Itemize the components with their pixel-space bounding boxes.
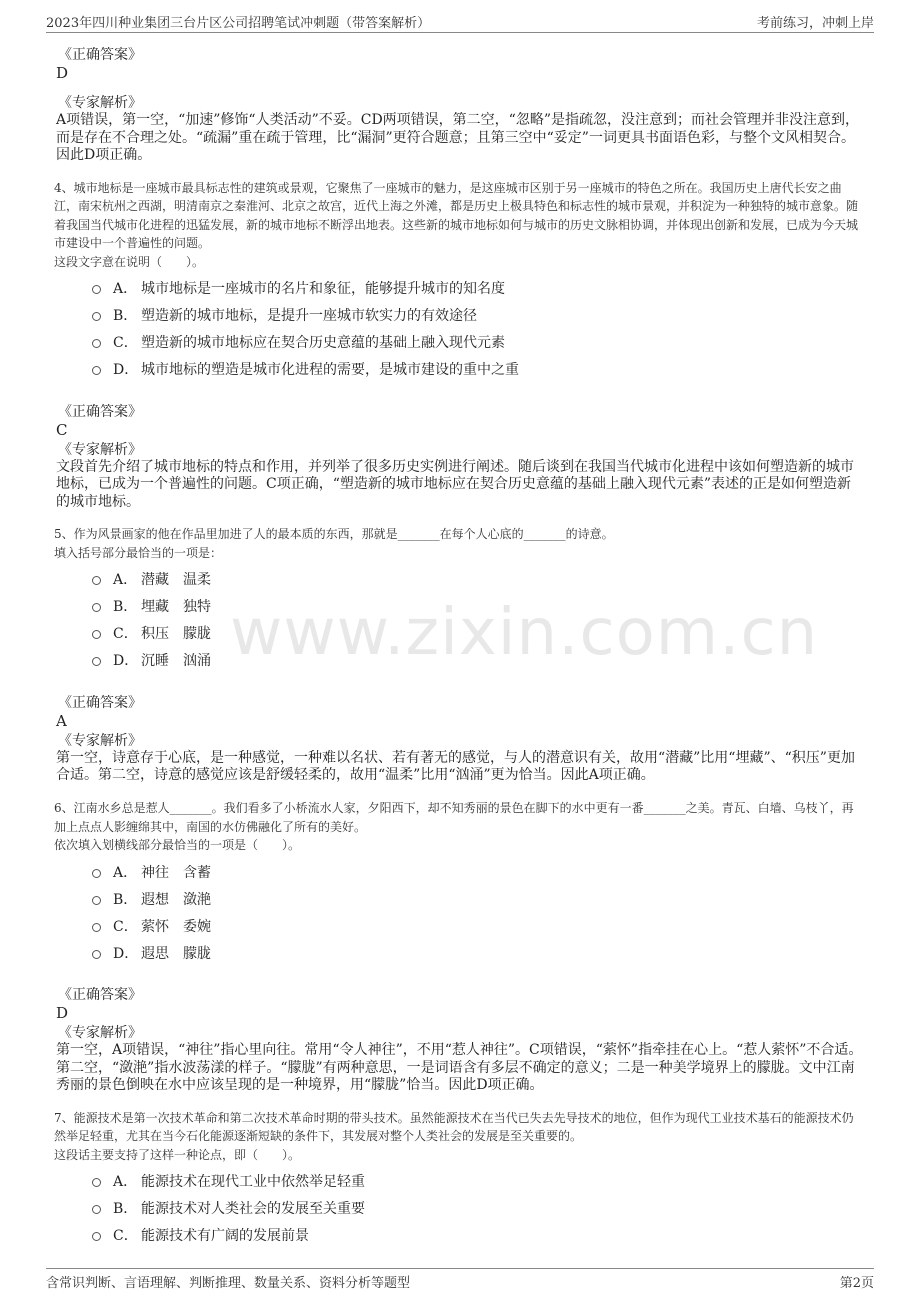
answer-label: 《正确答案》: [58, 694, 142, 711]
analysis-text: 第一空，A项错误，“神往”指心里向往。常用“令人神往”，不用“惹人神往”。C项错误，“萦怀”指牵挂在心上。“惹人萦怀”不合适。第二空，“潋滟”指水波荡漾的样子。“朦胧”有两种意思，一是词语含有多层不确定的意义；二是一种美学境界上的朦胧。文中江南秀丽的景色倒映在水中应该呈现的是一种境界，用“朦胧”恰当。因此D项正确。: [56, 1042, 863, 1094]
radio-icon[interactable]: [92, 896, 101, 905]
answer-value: D: [56, 1004, 69, 1023]
question-5-prompt: 填入括号部分最恰当的一项是：: [54, 545, 223, 560]
answer-block-prev: [54, 46, 864, 165]
answer-label: 《正确答案》: [58, 403, 142, 420]
option-5a[interactable]: [92, 566, 864, 593]
answer-value: D: [56, 64, 69, 82]
analysis-text: A项错误，第一空，“加速”修饰“人类活动”不妥。CD两项错误，第二空，“忽略”是指疏忽，没注意到；而社会管理并非没注意到，而是存在不合理之处。“疏漏”重在疏于管理，比“漏洞”更符合题意；且第三空中“妥定”一词更具书面语色彩，与整个文风相契合。因此D项正确。: [56, 112, 859, 163]
answer-label: 《正确答案》: [58, 47, 142, 63]
analysis-label: 《专家解析》: [58, 732, 142, 749]
option-4b[interactable]: [92, 302, 864, 329]
option-4d[interactable]: [92, 356, 864, 383]
question-4-text: 4、城市地标是一座城市最具标志性的建筑或景观，它聚焦了一座城市的魅力，是这座城市区别于另一座城市的特色之所在。我国历史上唐代长安之曲江，南宋杭州之西湖，明清南京之秦淮河、北京之故宫，近代上海之外滩，都是历史上极具特色和标志性的城市景观，并积淀为一种独特的城市意象。随着我国当代城市化进程的迅猛发展，新的城市地标不断浮出地表。这些新的城市地标如何与城市的历史文脉相协调，并体现出创新和发展，已成为今天城市建设中一个普遍性的问题。: [54, 180, 859, 251]
answer-value: C: [56, 420, 68, 439]
analysis-text: 第一空，诗意存于心底，是一种感觉，一种难以名状、若有著无的感觉，与人的潜意识有关，故用“潜藏”比用“埋藏”、“积压”更加合适。第二空，诗意的感觉应该是舒缓轻柔的，故用“温柔”比用“汹涌”更为恰当。因此A项正确。: [56, 749, 855, 784]
option-text: 能源技术有广阔的发展前景: [141, 1228, 309, 1245]
radio-icon[interactable]: [92, 1178, 101, 1187]
option-letter: D．: [113, 362, 139, 379]
option-letter: B．: [113, 891, 138, 908]
option-letter: C．: [113, 626, 138, 643]
option-letter: A．: [113, 864, 138, 881]
analysis-label: 《专家解析》: [58, 95, 142, 111]
option-text: 能源技术对人类社会的发展至关重要: [141, 1201, 365, 1218]
analysis-text: 文段首先介绍了城市地标的特点和作用，并列举了很多历史实例进行阐述。随后谈到在我国当代城市化进程中该如何塑造新的城市地标，已成为一个普遍性的问题。C项正确，“塑造新的城市地标应在契合历史意蕴的基础上融入现代元素”表述的正是如何塑造新的城市地标。: [56, 458, 854, 510]
option-6a[interactable]: [92, 858, 864, 885]
option-7b[interactable]: [92, 1195, 864, 1222]
radio-icon[interactable]: [92, 339, 101, 348]
page-content: [54, 46, 864, 1249]
option-4c[interactable]: [92, 329, 864, 356]
question-5-text: 5、作为风景画家的他在作品里加进了人的最本质的东西，那就是_______在每个人心底的_______的诗意。: [54, 527, 614, 542]
option-letter: C．: [113, 1228, 138, 1245]
radio-icon[interactable]: [92, 1205, 101, 1214]
radio-icon[interactable]: [92, 950, 101, 959]
option-text: 萦怀 委婉: [141, 918, 211, 935]
radio-icon[interactable]: [92, 312, 101, 321]
option-5d[interactable]: [92, 647, 864, 674]
radio-icon[interactable]: [92, 603, 101, 612]
option-text: 遐想 潋滟: [141, 891, 211, 908]
option-letter: A．: [113, 281, 138, 298]
option-letter: C．: [113, 335, 138, 352]
option-text: 潜藏 温柔: [141, 572, 211, 589]
option-text: 城市地标是一座城市的名片和象征，能够提升城市的知名度: [141, 281, 505, 298]
radio-icon[interactable]: [92, 1232, 101, 1241]
option-text: 塑造新的城市地标，是提升一座城市软实力的有效途径: [141, 308, 477, 325]
radio-icon[interactable]: [92, 630, 101, 639]
footer-question-types: 含常识判断、言语理解、判断推理、数量关系、资料分析等题型: [46, 1276, 411, 1291]
option-4a[interactable]: [92, 275, 864, 302]
question-4-prompt: 这段文字意在说明（ ）。: [54, 254, 205, 269]
answer-label: 《正确答案》: [58, 987, 142, 1004]
radio-icon[interactable]: [92, 285, 101, 294]
analysis-label: 《专家解析》: [58, 441, 142, 458]
question-7-text: 7、能源技术是第一次技术革命和第二次技术革命时期的带头技术。虽然能源技术在当代已失去先导技术的地位，但作为现代工业技术基石的能源技术仍然举足轻重，尤其在当今石化能源逐渐短缺的条件下，其发展对整个人类社会的发展是至关重要的。: [54, 1110, 854, 1144]
radio-icon[interactable]: [92, 366, 101, 375]
option-letter: B．: [113, 308, 138, 325]
option-letter: A．: [113, 1174, 138, 1191]
option-letter: B．: [113, 599, 138, 616]
analysis-label: 《专家解析》: [58, 1025, 142, 1042]
option-text: 积压 朦胧: [141, 626, 211, 643]
option-text: 城市地标的塑造是城市化进程的需要，是城市建设的重中之重: [141, 362, 519, 379]
option-letter: D．: [113, 653, 139, 670]
radio-icon[interactable]: [92, 869, 101, 878]
option-letter: C．: [113, 918, 138, 935]
option-letter: A．: [113, 572, 138, 589]
page-header: [46, 10, 874, 33]
header-slogan: 考前练习，冲刺上岸: [756, 16, 874, 31]
option-text: 沉睡 汹涌: [141, 653, 211, 670]
option-text: 埋藏 独特: [141, 599, 211, 616]
answer-value: A: [56, 711, 67, 730]
question-6-text: 6、江南水乡总是惹人_______。我们看多了小桥流水人家，夕阳西下，却不知秀丽的景色在脚下的水中更有一番_______之美。青瓦、白墙、乌枝丫，再加上点点人影缠绵其中，南国的水仿佛融化了所有的美好。: [54, 800, 854, 834]
page-footer: [46, 1268, 874, 1291]
option-text: 塑造新的城市地标应在契合历史意蕴的基础上融入现代元素: [141, 335, 505, 352]
option-6b[interactable]: [92, 885, 864, 912]
radio-icon[interactable]: [92, 923, 101, 932]
option-text: 神往 含蓄: [141, 864, 211, 881]
question-7-prompt: 这段话主要支持了这样一种论点，即（ ）。: [54, 1147, 301, 1162]
option-letter: D．: [113, 945, 139, 962]
radio-icon[interactable]: [92, 657, 101, 666]
option-7c[interactable]: [92, 1222, 864, 1249]
option-text: 遐思 朦胧: [141, 945, 211, 962]
watermark: www.zixin.com.cn: [230, 596, 819, 670]
option-letter: B．: [113, 1201, 138, 1218]
option-5b[interactable]: [92, 593, 864, 620]
option-7a[interactable]: [92, 1168, 864, 1195]
page-number: 第2页: [839, 1276, 874, 1291]
document-title: 2023年四川种业集团三台片区公司招聘笔试冲刺题（带答案解析）: [46, 16, 431, 31]
question-6-prompt: 依次填入划横线部分最恰当的一项是（ ）。: [54, 838, 301, 853]
option-text: 能源技术在现代工业中依然举足轻重: [141, 1174, 365, 1191]
radio-icon[interactable]: [92, 576, 101, 585]
option-6c[interactable]: [92, 912, 864, 939]
option-5c[interactable]: [92, 620, 864, 647]
option-6d[interactable]: [92, 939, 864, 966]
